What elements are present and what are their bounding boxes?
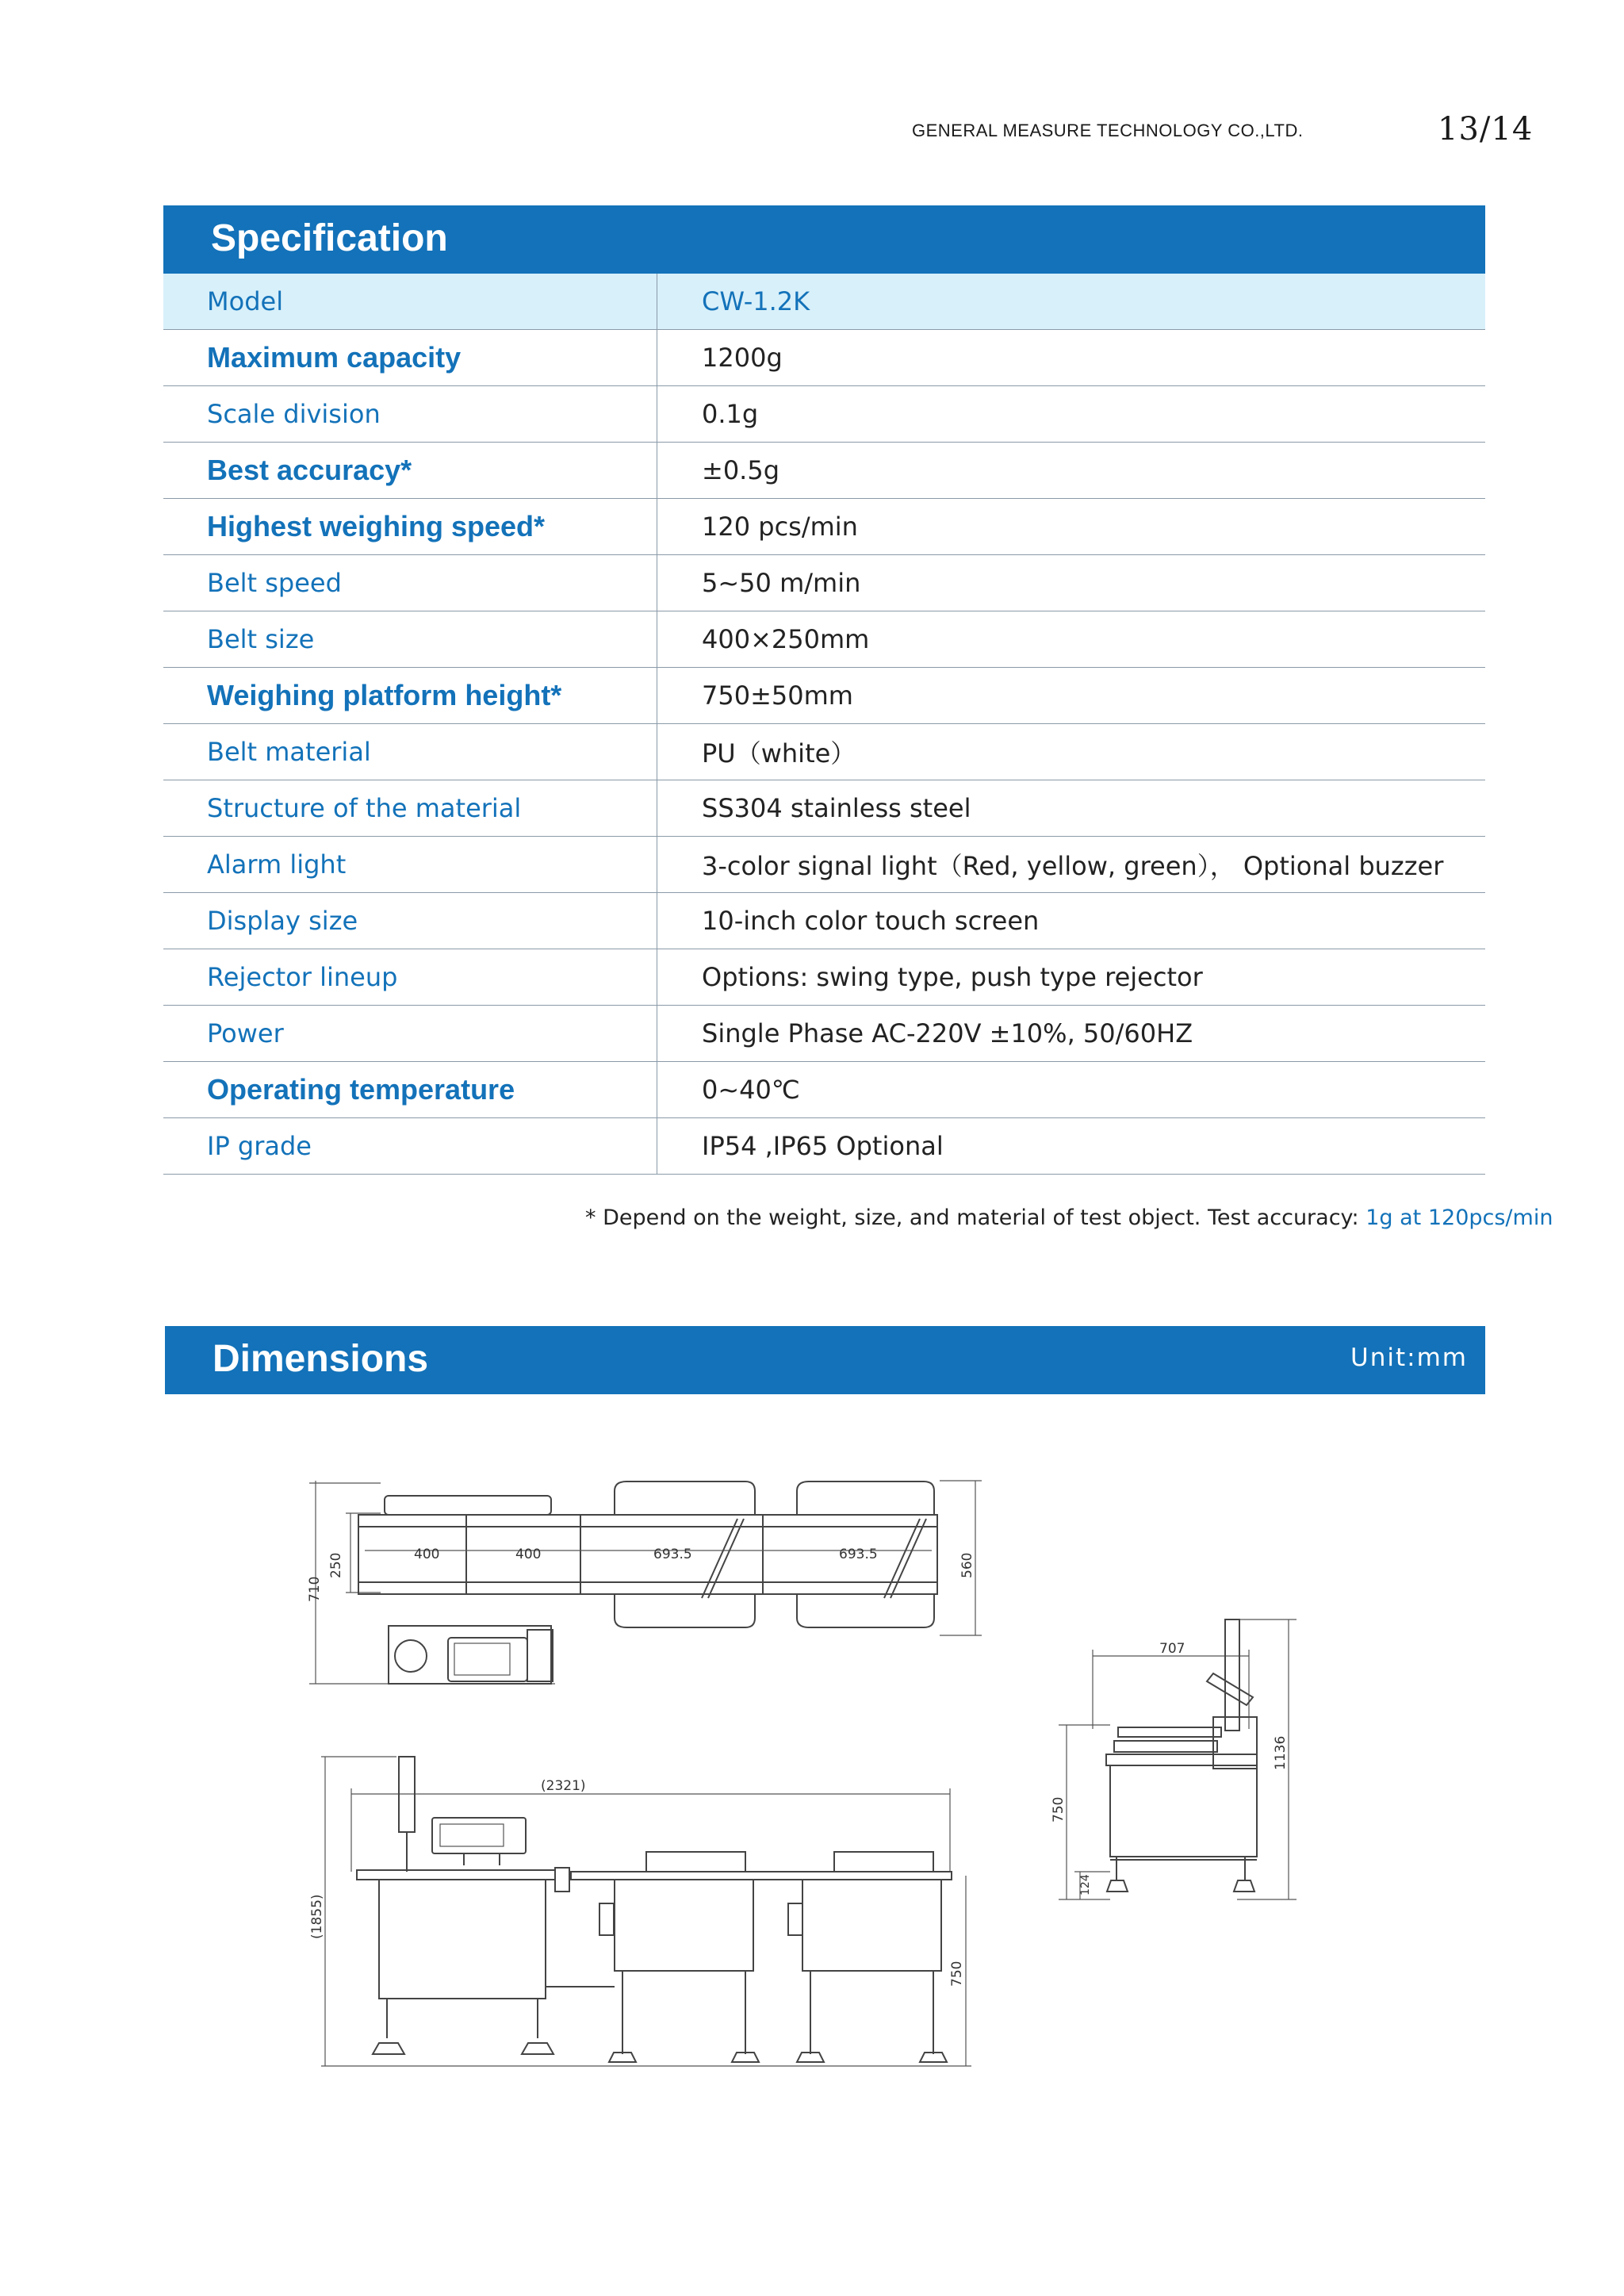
spec-label: Best accuracy* [163,443,657,499]
dim-124: 124 [1079,1874,1092,1895]
spec-value: Options: swing type, push type rejector [657,949,1486,1006]
spec-value: 10-inch color touch screen [657,893,1486,949]
spec-label: Power [163,1006,657,1062]
spec-label: Display size [163,893,657,949]
spec-value: SS304 stainless steel [657,780,1486,837]
specification-title: Specification [211,217,448,259]
spec-label: Scale division [163,386,657,443]
dim-top-693-b: 693.5 [839,1547,878,1562]
spec-label: Operating temperature [163,1062,657,1118]
spec-value: 0~40℃ [657,1062,1486,1118]
spec-label: Belt size [163,611,657,668]
spec-label: Belt speed [163,555,657,611]
spec-value: 400×250mm [657,611,1486,668]
spec-value: 0.1g [657,386,1486,443]
dim-top-693-a: 693.5 [653,1547,692,1562]
spec-label: Highest weighing speed* [163,499,657,555]
top-view-drawing [309,1481,982,1684]
spec-value: 3-color signal light（Red, yellow, green）， Optional buzzer [657,837,1486,893]
dim-top-400-b: 400 [515,1547,542,1562]
spec-value: 120 pcs/min [657,499,1486,555]
dimensions-title: Dimensions [213,1338,429,1380]
footnote-highlight: 1g at 120pcs/min [1365,1205,1553,1230]
spec-value: Single Phase AC-220V ±10%, 50/60HZ [657,1006,1486,1062]
spec-label: Structure of the material [163,780,657,837]
dim-750-front: 750 [949,1961,965,1987]
spec-label: Weighing platform height* [163,668,657,724]
dim-1855: (1855) [309,1894,325,1939]
footnote-text: * Depend on the weight, size, and material of test object. Test accuracy: [585,1205,1366,1230]
dim-750-side: 750 [1051,1796,1067,1823]
dim-560: 560 [959,1552,975,1578]
spec-value: CW-1.2K [657,274,1486,330]
company-name: GENERAL MEASURE TECHNOLOGY CO.,LTD. [912,121,1304,140]
spec-label: Rejector lineup [163,949,657,1006]
unit-label: Unit:mm [1350,1343,1468,1372]
dim-1136: 1136 [1273,1735,1289,1770]
dim-top-400-a: 400 [414,1547,440,1562]
dim-250: 250 [328,1552,344,1578]
spec-value: 750±50mm [657,668,1486,724]
spec-value: 5~50 m/min [657,555,1486,611]
spec-value: ±0.5g [657,443,1486,499]
side-view-drawing [1059,1619,1297,1899]
spec-value: 1200g [657,330,1486,386]
spec-value: IP54 ,IP65 Optional [657,1118,1486,1175]
spec-label: Alarm light [163,837,657,893]
spec-value: PU（white） [657,724,1486,780]
spec-label: Belt material [163,724,657,780]
spec-label: IP grade [163,1118,657,1175]
dim-707: 707 [1159,1641,1185,1657]
front-view-drawing [321,1757,971,2066]
dim-2321: (2321) [541,1778,586,1794]
dim-710: 710 [307,1576,323,1602]
page-number: 13/14 [1438,111,1534,148]
spec-label: Maximum capacity [163,330,657,386]
spec-label: Model [163,274,657,330]
